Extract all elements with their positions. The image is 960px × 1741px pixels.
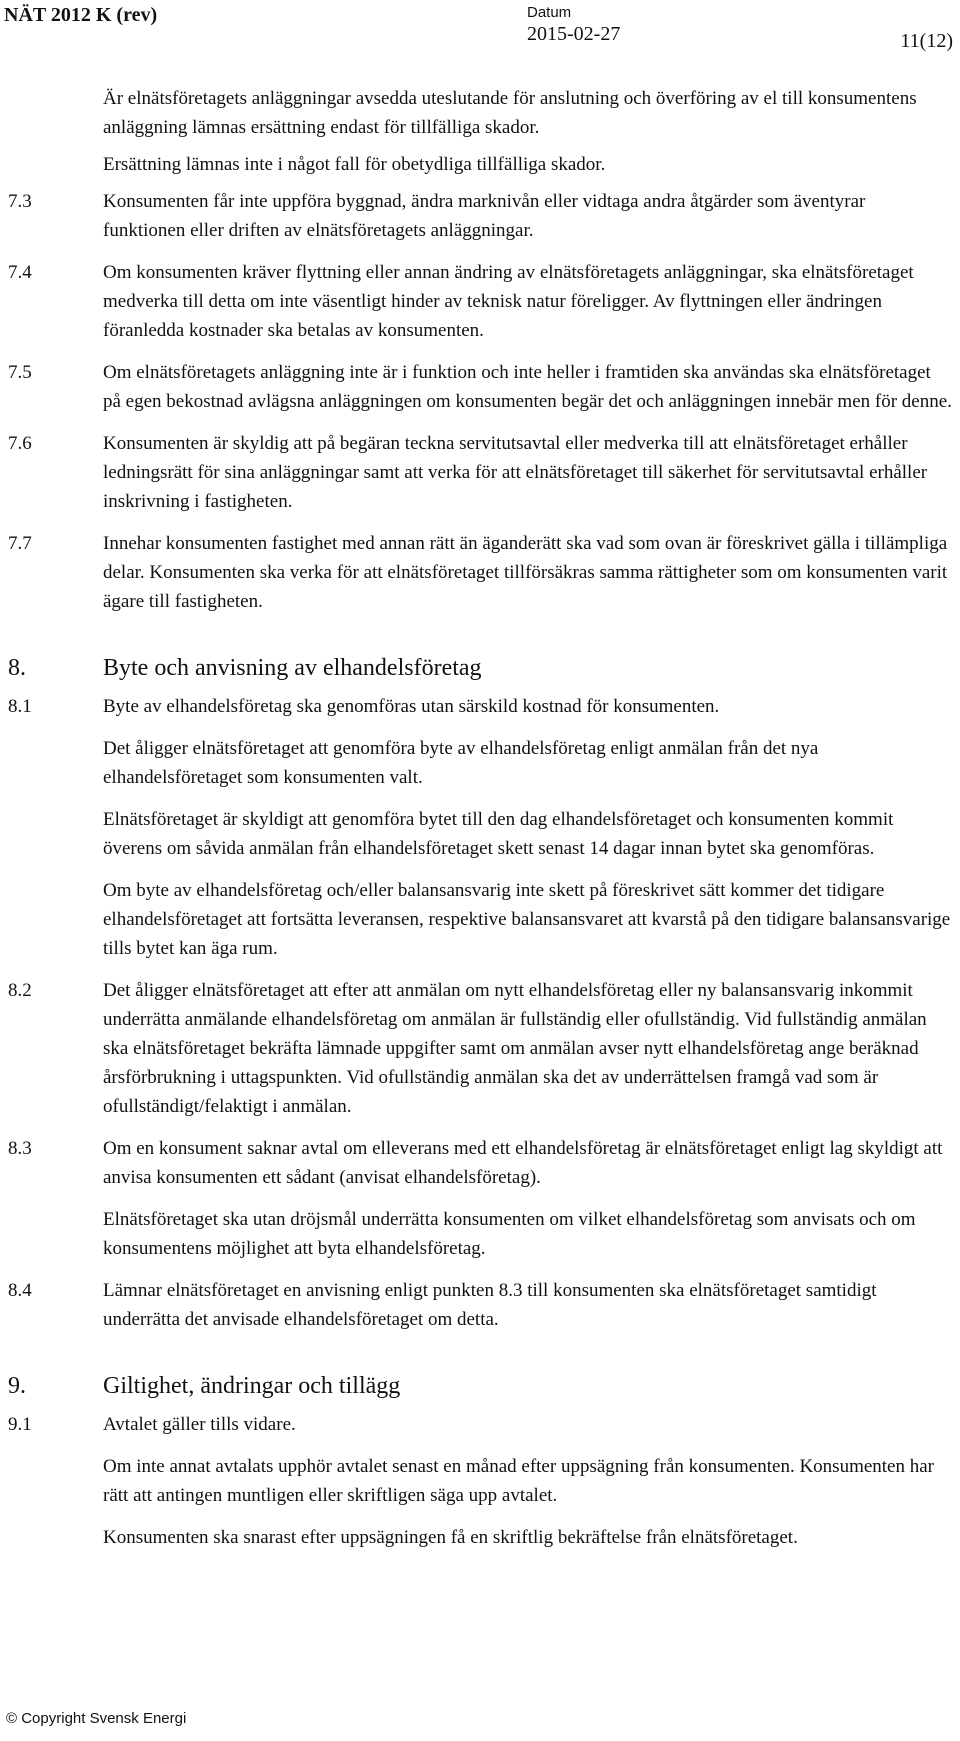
date-block — [527, 4, 620, 46]
paragraph-text: Om konsumenten kräver flyttning eller annan ändring av elnätsföretagets anläggningar, ska elnätsföretaget medverka till detta om inte väsentligt hinder av teknisk natur föreligger. Av flyttningen eller ändringen föranledda kostnader ska betalas av konsumenten. — [103, 262, 914, 341]
paragraph — [0, 1523, 960, 1552]
paragraph — [0, 805, 960, 863]
page-number: 11(12) — [900, 30, 953, 52]
clause-9-1 — [0, 1410, 960, 1439]
page-footer — [6, 1710, 186, 1727]
paragraph — [0, 1205, 960, 1263]
clause-number: 8.4 — [8, 1280, 32, 1301]
clause-8-2 — [0, 976, 960, 1121]
section-heading-9 — [0, 1370, 960, 1402]
paragraph-text: Elnätsföretaget ska utan dröjsmål underrätta konsumenten om vilket elhandelsföretag som anvisats och om konsumentens möjlighet att byta elhandelsföretag. — [103, 1209, 916, 1259]
paragraph-text: Innehar konsumenten fastighet med annan rätt än äganderätt ska vad som ovan är föreskrivet gälla i tillämpliga delar. Konsumenten ska verka för att elnätsföretaget tillförsäkras samma rättigheter som om konsumenten varit ägare till fastigheten. — [103, 533, 948, 612]
paragraph — [0, 84, 960, 142]
paragraph-text: Konsumenten är skyldig att på begäran teckna servitutsavtal eller medverka till att elnätsföretaget erhåller ledningsrätt för sina anläggningar samt att verka för att elnätsföretaget till säkerhet för servitutsavtal erhåller inskrivning i fastigheten. — [103, 433, 928, 512]
paragraph-text: Byte av elhandelsföretag ska genomföras utan särskild kostnad för konsumenten. — [103, 696, 720, 717]
page-header — [0, 0, 960, 60]
paragraph-text: Om elnätsföretagets anläggning inte är i funktion och inte heller i framtiden ska användas ska elnätsföretaget på egen bekostnad avlägsna anläggningen om konsumenten begär det och anläggningen innebär men för denne. — [103, 362, 952, 412]
clause-7-7 — [0, 529, 960, 616]
paragraph-text: Om en konsument saknar avtal om elleverans med ett elhandelsföretag är elnätsföretaget enligt lag skyldigt att anvisa konsumenten ett sådant (anvisat elhandelsföretag). — [103, 1138, 943, 1188]
section-title: Giltighet, ändringar och tillägg — [103, 1373, 401, 1399]
section-number: 9. — [8, 1373, 26, 1399]
clause-8-3 — [0, 1134, 960, 1192]
clause-7-3 — [0, 187, 960, 245]
paragraph — [0, 150, 960, 179]
document-title: NÄT 2012 K (rev) — [4, 4, 158, 26]
document-body — [0, 84, 960, 1552]
date-label: Datum — [527, 4, 572, 21]
paragraph-text: Elnätsföretaget är skyldigt att genomföra bytet till den dag elhandelsföretaget och konsumenten kommit överens om såvida anmälan från elhandelsföretaget skett senast 14 dagar innan bytet ska genomföras. — [103, 809, 894, 859]
copyright-text: © Copyright Svensk Energi — [6, 1710, 187, 1727]
paragraph-text: Konsumenten ska snarast efter uppsägningen få en skriftlig bekräftelse från elnätsföretaget. — [103, 1527, 798, 1548]
paragraph-text: Det åligger elnätsföretaget att efter att anmälan om nytt elhandelsföretag eller ny balansansvarig inkommit underrätta anmälande elhandelsföretag om anmälan är fullständig eller ofullständig. Vid fullständig anmälan ska elnätsföretaget bekräfta lämnade uppgifter samt om anmälan avser nytt elhandelsföretag ange beräknad årsförbrukning i uttagspunkten. Vid ofullständig anmälan ska det av underrättelsen framgå vad som är ofullständigt/felaktigt i anmälan. — [103, 980, 927, 1117]
clause-8-1 — [0, 692, 960, 721]
clause-number: 7.3 — [8, 191, 32, 212]
clause-number: 7.6 — [8, 433, 32, 454]
clause-number: 8.3 — [8, 1138, 32, 1159]
paragraph — [0, 1452, 960, 1510]
section-number: 8. — [8, 655, 26, 681]
clause-number: 7.4 — [8, 262, 32, 283]
clause-8-4 — [0, 1276, 960, 1334]
clause-number: 9.1 — [8, 1414, 32, 1435]
clause-7-6 — [0, 429, 960, 516]
paragraph-text: Om inte annat avtalats upphör avtalet senast en månad efter uppsägning från konsumenten. Konsumenten har rätt att antingen muntligen eller skriftligen säga upp avtalet. — [103, 1456, 934, 1506]
paragraph-text: Ersättning lämnas inte i något fall för obetydliga tillfälliga skador. — [103, 154, 606, 175]
clause-number: 7.5 — [8, 362, 32, 383]
clause-number: 7.7 — [8, 533, 32, 554]
paragraph-text: Lämnar elnätsföretaget en anvisning enligt punkten 8.3 till konsumenten ska elnätsföretaget samtidigt underrätta det anvisade elhandelsföretaget om detta. — [103, 1280, 877, 1330]
section-title: Byte och anvisning av elhandelsföretag — [103, 655, 482, 681]
paragraph-text: Konsumenten får inte uppföra byggnad, ändra marknivån eller vidtaga andra åtgärder som äventyrar funktionen eller driften av elnätsföretagets anläggningar. — [103, 191, 866, 241]
clause-number: 8.1 — [8, 696, 32, 717]
section-heading-8 — [0, 652, 960, 684]
clause-number: 8.2 — [8, 980, 32, 1001]
clause-7-5 — [0, 358, 960, 416]
date-value: 2015-02-27 — [527, 23, 621, 45]
clause-7-4 — [0, 258, 960, 345]
paragraph — [0, 734, 960, 792]
paragraph-text: Avtalet gäller tills vidare. — [103, 1414, 296, 1435]
paragraph — [0, 876, 960, 963]
paragraph-text: Om byte av elhandelsföretag och/eller balansansvarig inte skett på föreskrivet sätt kommer det tidigare elhandelsföretaget att fortsätta leveransen, respektive balansansvaret att kvarstå på den tidigare balansansvarige tills bytet kan äga rum. — [103, 880, 951, 959]
paragraph-text: Är elnätsföretagets anläggningar avsedda uteslutande för anslutning och överföring av el till konsumentens anläggning lämnas ersättning endast för tillfälliga skador. — [103, 88, 917, 138]
paragraph-text: Det åligger elnätsföretaget att genomföra byte av elhandelsföretag enligt anmälan från det nya elhandelsföretaget som konsumenten valt. — [103, 738, 819, 788]
